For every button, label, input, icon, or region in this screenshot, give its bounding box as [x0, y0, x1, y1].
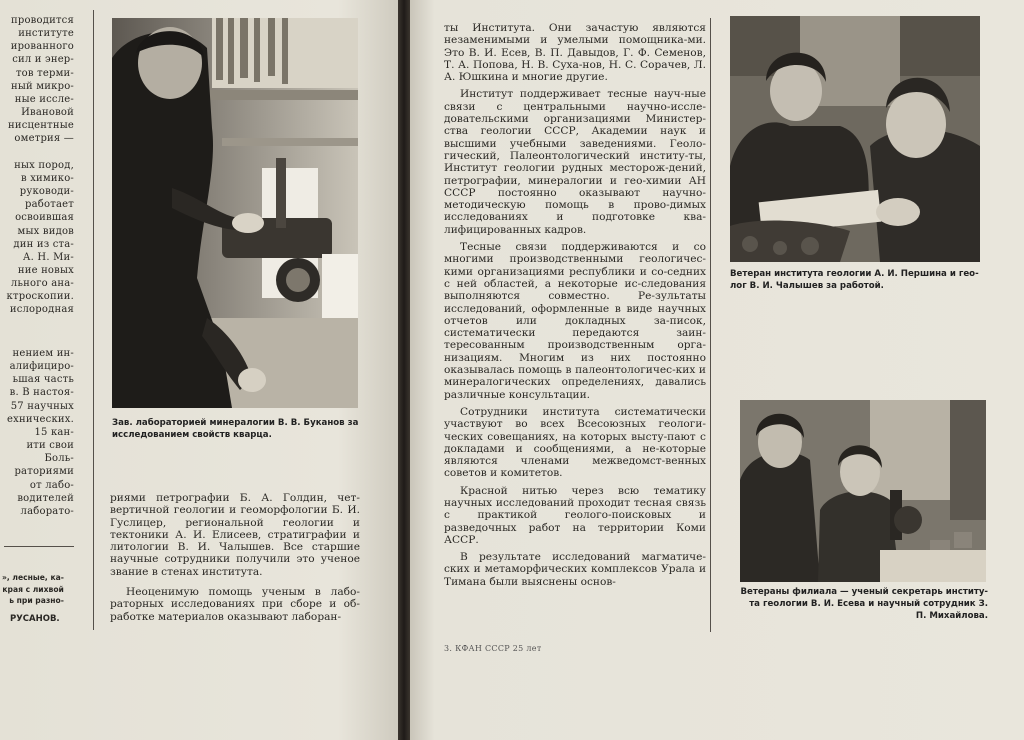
fragment-line: нисцентные — [7, 120, 74, 132]
page-folio: 3. КФАН СССР 25 лет — [444, 644, 542, 653]
fragment-line: ный микро- — [11, 80, 74, 92]
lab-photo-bukanov — [112, 18, 358, 408]
fragment-line: от лабо- — [29, 479, 74, 491]
fragment-line: 15 кан- — [34, 426, 74, 438]
fragment-line: раториями — [14, 466, 74, 478]
paragraph: ты Института. Они зачастую являются незаменимыми и умелыми помощника-ми. Это В. И. Есев, В. П. Давыдов, Г. Ф. Семенов, Т. А. Попова, Н. В. Суха-нов, Н. С. Сорачев, Л. А. Юшкина и многие другие. — [444, 22, 706, 84]
bottom-photo-caption: Ветераны филиала — ученый секретарь институ-та геологии В. И. Есева и научный сотрудник З. П. Михайлова. — [740, 587, 988, 621]
fragment-line: мых видов — [17, 225, 74, 237]
fragment-line: лаборато- — [20, 505, 74, 517]
fragment-line: в. В настоя- — [9, 387, 74, 399]
fragment-line: 57 научных — [10, 400, 74, 412]
fragment-line: освоившая — [15, 212, 74, 224]
paragraph: Институт поддерживает тесные науч-ные связи с центральными научно-иссле-довательскими организациями Министер-ства геологии СССР, Академии наук и высшими учебными заведениями. Геоло-гический, Палеонтологический институ-ты, Институт геологии рудных месторож-дений, петрографии, минералогии и гео-химии АН СССР постоянно оказывают научно-методическую помощь в прово-димых исследованиях и подготовке ква-лифицированных кадров. — [444, 88, 706, 236]
fragment-line: водителей — [17, 492, 74, 504]
fragment-line: тов терми- — [15, 67, 74, 79]
fragment-line: ние новых — [17, 264, 74, 276]
paragraph: В результате исследований магматиче-ских и метаморфических комплексов Урала и Тимана были выяснены основ- — [444, 551, 706, 588]
fragment-separator — [4, 546, 74, 547]
book-gutter — [398, 0, 410, 740]
previous-column-fragment-top — [2, 14, 74, 317]
fragment-line: проводится — [10, 15, 74, 26]
fragment-line: в химико- — [20, 172, 74, 184]
fragment-line: ктроскопии. — [6, 291, 74, 303]
paragraph: Красной нитью через всю тематику научных исследований проходит тесная связь с практикой геолого-поисковых и разведочных работ на территории Коми АССР. — [444, 484, 706, 546]
fragment-line: ные иссле- — [14, 93, 74, 105]
paragraph: Тесные связи поддерживаются и со многими производственными геологичес-кими организациями республики и со-седних с ней областей, а некоторые ис-следования выполняются совместно. Ре-зультаты исследований, оформленные в виде научных отчетов или докладных за-писок, систематически передаются заин-тересованным производственным орга-низациям. Многим из них постоянно оказывалась помощь в палеонтологичес-ких и минералогических определениях, давались различные консультации. — [444, 241, 706, 401]
left-page — [0, 0, 399, 740]
photo-eseva-mikhailova — [740, 400, 986, 582]
right-text-column — [444, 22, 706, 588]
fragment-line: работает — [25, 199, 74, 211]
paragraph: Неоценимую помощь ученым в лабо-раторных исследованиях при сборе и об-работке материалов оказывают лаборан- — [110, 586, 360, 623]
fragment-line: Ивановой — [21, 107, 74, 119]
fragment-line: ислородная — [9, 304, 74, 316]
fragment-signature: РУСАНОВ. — [10, 614, 60, 624]
fragment-line: ированного — [10, 41, 74, 53]
fragment-line — [2, 146, 74, 159]
fragment-line: А. Н. Ми- — [22, 251, 74, 263]
fragment-caption-line: », лесные, ка- — [2, 573, 64, 582]
fragment-line: ехнических. — [7, 413, 74, 425]
lab-photo-caption: Зав. лабораторией минералогии В. В. Буканов за исследованием свойств кварца. — [112, 418, 359, 440]
fragment-caption-line: ь при разно- — [9, 596, 64, 605]
fragment-line: дин из ста- — [13, 238, 74, 250]
left-text-column — [110, 492, 360, 623]
column-divider — [710, 18, 711, 632]
fragment-line: институте — [18, 28, 74, 40]
fragment-line: нением ин- — [12, 348, 74, 359]
fragment-line: сил и энер- — [12, 54, 74, 66]
fragment-line: льного ана- — [10, 278, 74, 290]
fragment-line: ити свои — [26, 440, 74, 452]
top-photo-caption: Ветеран института геологии А. И. Першина и гео-лог В. И. Чалышев за работой. — [730, 269, 979, 291]
photo-pershina-chalyshev — [730, 16, 980, 262]
fragment-line: ных пород, — [14, 159, 74, 171]
fragment-caption-line: края с лихвой — [2, 584, 64, 594]
paragraph: Сотрудники института систематически участвуют во всех Всесоюзных геологи-ческих совещаниях, на которых высту-пают с докладами и сообщениями, а не-которые являются членами межведомст-венных советов и комитетов. — [444, 405, 706, 480]
fragment-line: руководи- — [19, 186, 74, 198]
fragment-line: Боль- — [44, 453, 74, 465]
previous-column-fragment-bottom — [2, 347, 74, 518]
fragment-line: ьшая часть — [12, 374, 74, 386]
fragment-caption — [2, 572, 64, 607]
paragraph: риями петрографии Б. А. Голдин, чет-вертичной геологии и геоморфологии Б. И. Гуслицер, региональной геологии и тектоники А. И. Елисеев, стратиграфии и литологии В. И. Чалышев. Все старшие научные сотрудники получили это ученое звание в стенах института. — [110, 492, 360, 578]
right-page — [410, 0, 1024, 740]
fragment-line: ометрия — — [14, 133, 74, 145]
column-divider — [93, 10, 94, 630]
fragment-line: алифициро- — [9, 361, 74, 373]
